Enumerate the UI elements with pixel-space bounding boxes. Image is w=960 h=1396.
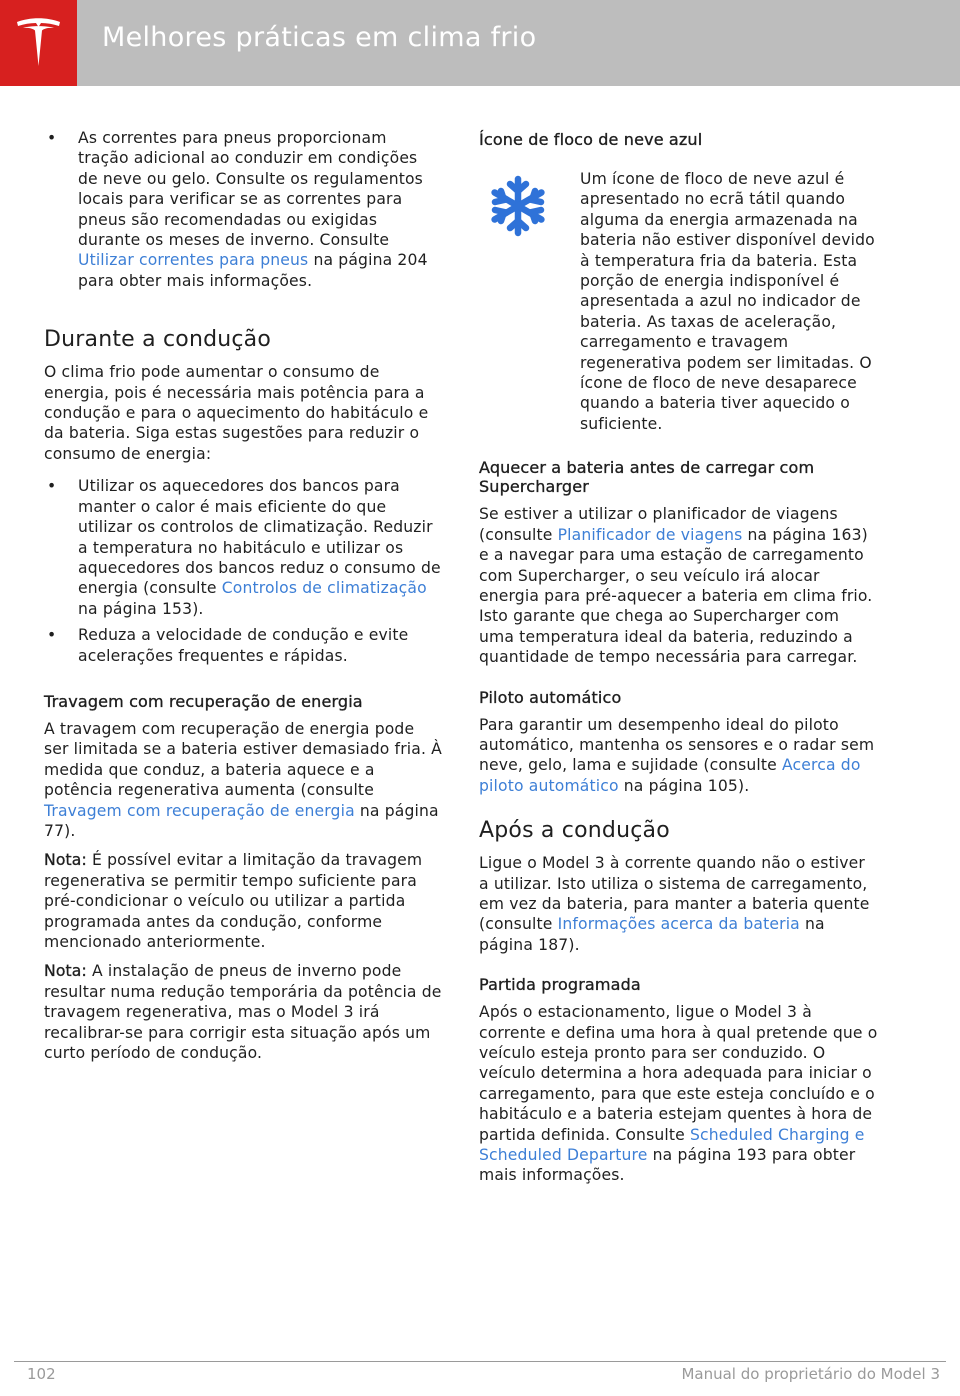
note-label: Nota: (44, 851, 87, 870)
note-label: Nota: (44, 962, 87, 981)
bullet: • (47, 129, 57, 147)
text: Reduza a velocidade de condução e evite acelerações frequentes e rápidas. (78, 626, 409, 665)
link-tire-chains[interactable]: Utilizar correntes para pneus (78, 251, 309, 270)
paragraph (479, 1002, 879, 1186)
footer-divider (14, 1361, 946, 1362)
page-title: Melhores práticas em clima frio (102, 22, 537, 53)
subheading-autopilot: Piloto automático (479, 687, 622, 707)
link-trip-planner[interactable]: Planificador de viagens (557, 525, 743, 544)
left-column (44, 128, 442, 1072)
bullet: • (47, 626, 57, 645)
subheading-snowflake: Ícone de floco de neve azul (479, 130, 703, 149)
paragraph: Um ícone de floco de neve azul é apresentado no ecrã tátil quando alguma da energia armazenada na bateria não estiver disponível devido à temperatura fria da bateria. Esta porção de energia indisponível é apresentada a azul no indicador de bateria. As taxas de aceleração, carregamento e travagem regenerativa podem ser limitadas. O ícone de floco de neve desaparece quando a bateria tiver aquecido o suficiente. (580, 170, 875, 433)
section-heading-after-driving: Após a condução (479, 818, 670, 844)
snowflake-block (479, 169, 879, 434)
page-number: 102 (27, 1365, 56, 1383)
section-heading-driving: Durante a condução (44, 327, 272, 353)
text: As correntes para pneus proporcionam tração adicional ao conduzir em condições de neve ou gelo. Consulte os regulamentos locais para verificar se as correntes para pneus são recomendadas ou exigidas durante os meses de inverno. Consulte (78, 129, 423, 250)
energy-tips-list (44, 476, 442, 666)
list-item (44, 476, 442, 619)
text: na página 163) e a navegar para uma estação de carregamento com Supercharger, o seu veículo irá alocar energia para pré-aquecer a bateria em clima frio. Isto garante que chega ao Supercharger com uma temperatura ideal da bateria, reduzindo a quantidade de tempo necessária para carregar. (479, 525, 873, 667)
paragraph (44, 719, 442, 841)
paragraph (479, 504, 879, 667)
text: na página 153). (78, 599, 204, 618)
text: É possível evitar a limitação da travagem regenerativa se permitir tempo suficiente para pré-condicionar o veículo ou utilizar a partida programada antes da condução, conforme mencionado anteriormente. (44, 851, 423, 951)
right-column (479, 128, 879, 1195)
link-scheduled-charging[interactable]: Scheduled Charging e Scheduled Departure (479, 1125, 865, 1165)
text: na página 105). (618, 776, 750, 795)
snowflake-icon (487, 175, 549, 237)
list-item (44, 128, 442, 291)
link-regen-braking[interactable]: Travagem com recuperação de energia (44, 801, 355, 820)
manual-title: Manual do proprietário do Model 3 (681, 1365, 940, 1383)
tesla-logo-icon (14, 18, 63, 68)
text: A travagem com recuperação de energia pode ser limitada se a bateria estiver demasiado fria. À medida que conduz, a bateria aquece e a potência regenerativa aumenta (consulte (44, 719, 442, 800)
paragraph: O clima frio pode aumentar o consumo de energia, pois é necessária mais potência para a condução e para o aquecimento do habitáculo e da bateria. Siga estas sugestões para reduzir o consumo de energia: (44, 363, 429, 463)
text: na página 187). (479, 915, 825, 954)
subheading-scheduled-departure: Partida programada (479, 975, 641, 995)
tire-chains-list (44, 128, 442, 291)
note (44, 961, 442, 1063)
paragraph (479, 853, 879, 955)
text: na página 77). (44, 801, 439, 840)
bullet: • (47, 477, 57, 496)
page-header (0, 0, 960, 86)
link-battery-info[interactable]: Informações acerca da bateria (557, 915, 800, 934)
text: Para garantir um desempenho ideal do piloto automático, mantenha os sensores e o radar sem neve, gelo, lama e sujidade (consulte (479, 715, 875, 775)
paragraph (479, 715, 879, 797)
link-climate-controls[interactable]: Controlos de climatização (221, 579, 427, 598)
subheading-supercharger: Aquecer a bateria antes de carregar com Supercharger (479, 458, 815, 497)
text: Ligue o Model 3 à corrente quando não o estiver a utilizar. Isto utiliza o sistema de carregamento, em vez da bateria, para manter a bateria quente (consulte (479, 854, 870, 934)
text: A instalação de pneus de inverno pode resultar numa redução temporária da potência de travagem regenerativa, mas o Model 3 irá recalibrar-se para corrigir esta situação após um curto período de condução. (44, 962, 442, 1063)
list-item (44, 625, 442, 666)
subheading-regen: Travagem com recuperação de energia (44, 691, 363, 711)
link-autopilot[interactable]: Acerca do piloto automático (479, 756, 861, 795)
text: Utilizar os aquecedores dos bancos para manter o calor é mais eficiente do que utilizar os controlos de climatização. Reduzir a temperatura no habitáculo e utilizar os aquecedores dos bancos reduz o consumo de energia (consulte (78, 477, 441, 598)
brand-logo-box (0, 0, 77, 86)
text: Se estiver a utilizar o planificador de viagens (consulte (479, 505, 838, 544)
text: na página 204 para obter mais informações. (78, 251, 428, 290)
text: na página 193 para obter mais informações. (479, 1146, 856, 1185)
note (44, 850, 442, 952)
text: Após o estacionamento, ligue o Model 3 à corrente e defina uma hora à qual pretende que o veículo esteja pronto para ser conduzido. O veículo determina a hora adequada para iniciar o carregamento, para que este esteja concluído e o habitáculo e a bateria estejam quentes à hora de partida definida. Consulte (479, 1003, 878, 1144)
